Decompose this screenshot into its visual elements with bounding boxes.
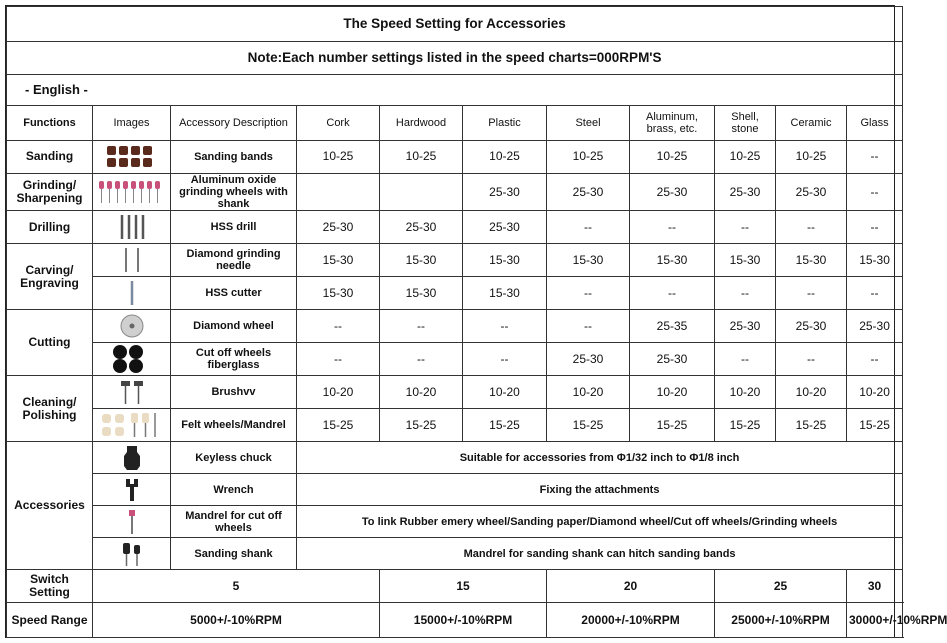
speed-value: 15-30: [297, 277, 380, 310]
accessory-description: Keyless chuck: [171, 442, 297, 474]
speed-value: 10-25: [630, 141, 715, 174]
switch-setting-value: 30: [847, 570, 903, 603]
sanding-shank-icon: [93, 538, 171, 570]
speed-value: 25-30: [630, 343, 715, 376]
accessory-usage: Suitable for accessories from Φ1/32 inch to Φ1/8 inch: [297, 442, 903, 474]
speed-value: 25-30: [547, 174, 630, 211]
speed-value: 25-30: [380, 211, 463, 244]
header-material: Steel: [547, 106, 630, 141]
speed-value: 10-25: [380, 141, 463, 174]
header-material: Shell, stone: [715, 106, 776, 141]
function-label: Carving/ Engraving: [7, 244, 93, 310]
speed-value: 25-30: [776, 310, 847, 343]
speed-value: 15-30: [297, 244, 380, 277]
drill-bits-icon: [93, 211, 171, 244]
header-material: Hardwood: [380, 106, 463, 141]
wrench-icon: [93, 474, 171, 506]
speed-value: --: [463, 343, 547, 376]
function-label: Sanding: [7, 141, 93, 174]
accessory-usage: Mandrel for sanding shank can hitch sanding bands: [297, 538, 903, 570]
header-images: Images: [93, 106, 171, 141]
speed-value: 25-30: [715, 174, 776, 211]
function-label: Grinding/ Sharpening: [7, 174, 93, 211]
speed-value: --: [630, 211, 715, 244]
accessory-description: Wrench: [171, 474, 297, 506]
speed-table: [6, 6, 947, 638]
header-description: Accessory Description: [171, 106, 297, 141]
speed-value: 10-20: [547, 376, 630, 409]
accessory-description: Sanding shank: [171, 538, 297, 570]
speed-range-value: 30000+/-10%RPM: [847, 603, 903, 638]
speed-value: 10-25: [776, 141, 847, 174]
speed-value: --: [776, 211, 847, 244]
speed-value: 15-25: [630, 409, 715, 442]
switch-setting-value: 20: [547, 570, 715, 603]
speed-value: 10-20: [776, 376, 847, 409]
header-functions: Functions: [7, 106, 93, 141]
speed-range-value: 5000+/-10%RPM: [93, 603, 380, 638]
speed-chart-sheet: [5, 5, 947, 638]
speed-value: 15-25: [297, 409, 380, 442]
chart-title: The Speed Setting for Accessories: [7, 7, 903, 42]
speed-value: --: [715, 211, 776, 244]
chart-note: Note:Each number settings listed in the speed charts=000RPM'S: [7, 42, 903, 75]
speed-value: --: [776, 343, 847, 376]
speed-value: 10-20: [630, 376, 715, 409]
felt-wheels-icon: [93, 409, 171, 442]
speed-value: --: [297, 310, 380, 343]
speed-value: --: [847, 141, 903, 174]
mandrel-icon: [93, 506, 171, 538]
accessory-usage: Fixing the attachments: [297, 474, 903, 506]
speed-value: 25-30: [463, 174, 547, 211]
speed-value: --: [847, 277, 903, 310]
speed-value: --: [715, 277, 776, 310]
speed-value: --: [547, 277, 630, 310]
speed-value: 10-25: [715, 141, 776, 174]
accessory-description: HSS drill: [171, 211, 297, 244]
speed-value: 10-20: [297, 376, 380, 409]
speed-range-value: 25000+/-10%RPM: [715, 603, 847, 638]
switch-setting-value: 5: [93, 570, 380, 603]
accessory-description: Felt wheels/Mandrel: [171, 409, 297, 442]
speed-value: 15-30: [776, 244, 847, 277]
function-label: Cleaning/ Polishing: [7, 376, 93, 442]
hss-cutter-icon: [93, 277, 171, 310]
speed-value: 15-25: [380, 409, 463, 442]
speed-value: 15-25: [547, 409, 630, 442]
speed-value: --: [547, 310, 630, 343]
speed-value: 15-25: [715, 409, 776, 442]
speed-value: --: [847, 174, 903, 211]
switch-setting-value: 25: [715, 570, 847, 603]
cutoff-wheels-icon: [93, 343, 171, 376]
speed-value: --: [847, 343, 903, 376]
speed-value: 25-30: [847, 310, 903, 343]
speed-range-value: 15000+/-10%RPM: [380, 603, 547, 638]
header-material: Aluminum, brass, etc.: [630, 106, 715, 141]
speed-value: 15-30: [463, 277, 547, 310]
function-label: Drilling: [7, 211, 93, 244]
function-label: Cutting: [7, 310, 93, 376]
header-material: Cork: [297, 106, 380, 141]
speed-value: 25-30: [297, 211, 380, 244]
speed-value: 10-25: [547, 141, 630, 174]
diamond-wheel-icon: [93, 310, 171, 343]
accessory-description: Cut off wheels fiberglass: [171, 343, 297, 376]
speed-value: 15-25: [463, 409, 547, 442]
speed-value: [380, 174, 463, 211]
brushes-icon: [93, 376, 171, 409]
switch-setting-value: 15: [380, 570, 547, 603]
accessory-description: Sanding bands: [171, 141, 297, 174]
accessory-usage: To link Rubber emery wheel/Sanding paper/Diamond wheel/Cut off wheels/Grinding wheels: [297, 506, 903, 538]
speed-value: 10-20: [847, 376, 903, 409]
diamond-needles-icon: [93, 244, 171, 277]
accessory-description: Brushvv: [171, 376, 297, 409]
speed-value: 25-35: [630, 310, 715, 343]
speed-value: 10-25: [297, 141, 380, 174]
speed-value: 15-30: [847, 244, 903, 277]
accessory-description: Mandrel for cut off wheels: [171, 506, 297, 538]
grinding-stones-icon: [93, 174, 171, 211]
accessory-description: Aluminum oxide grinding wheels with shank: [171, 174, 297, 211]
accessory-description: Diamond wheel: [171, 310, 297, 343]
sanding-bands-icon: [93, 141, 171, 174]
speed-value: --: [715, 343, 776, 376]
speed-value: --: [776, 277, 847, 310]
header-material: Glass: [847, 106, 903, 141]
speed-range-label: Speed Range: [7, 603, 93, 638]
speed-value: 25-30: [776, 174, 847, 211]
language-label: - English -: [7, 75, 903, 106]
speed-value: 25-30: [463, 211, 547, 244]
speed-value: 15-30: [463, 244, 547, 277]
speed-value: 10-20: [380, 376, 463, 409]
keyless-chuck-icon: [93, 442, 171, 474]
speed-range-value: 20000+/-10%RPM: [547, 603, 715, 638]
speed-value: 10-25: [463, 141, 547, 174]
speed-value: 15-25: [847, 409, 903, 442]
speed-value: --: [297, 343, 380, 376]
speed-value: --: [463, 310, 547, 343]
speed-value: --: [547, 211, 630, 244]
speed-value: 10-20: [715, 376, 776, 409]
speed-value: 15-30: [715, 244, 776, 277]
speed-value: 15-30: [547, 244, 630, 277]
speed-value: [297, 174, 380, 211]
speed-value: --: [380, 310, 463, 343]
speed-value: 25-30: [715, 310, 776, 343]
header-material: Plastic: [463, 106, 547, 141]
speed-value: 15-30: [380, 277, 463, 310]
header-material: Ceramic: [776, 106, 847, 141]
function-label: Accessories: [7, 442, 93, 570]
speed-value: 15-25: [776, 409, 847, 442]
accessory-description: Diamond grinding needle: [171, 244, 297, 277]
speed-value: 15-30: [630, 244, 715, 277]
speed-value: 10-20: [463, 376, 547, 409]
accessory-description: HSS cutter: [171, 277, 297, 310]
speed-value: --: [630, 277, 715, 310]
speed-value: 15-30: [380, 244, 463, 277]
speed-value: --: [380, 343, 463, 376]
speed-value: --: [847, 211, 903, 244]
speed-value: 25-30: [630, 174, 715, 211]
switch-setting-label: Switch Setting: [7, 570, 93, 603]
speed-value: 25-30: [547, 343, 630, 376]
